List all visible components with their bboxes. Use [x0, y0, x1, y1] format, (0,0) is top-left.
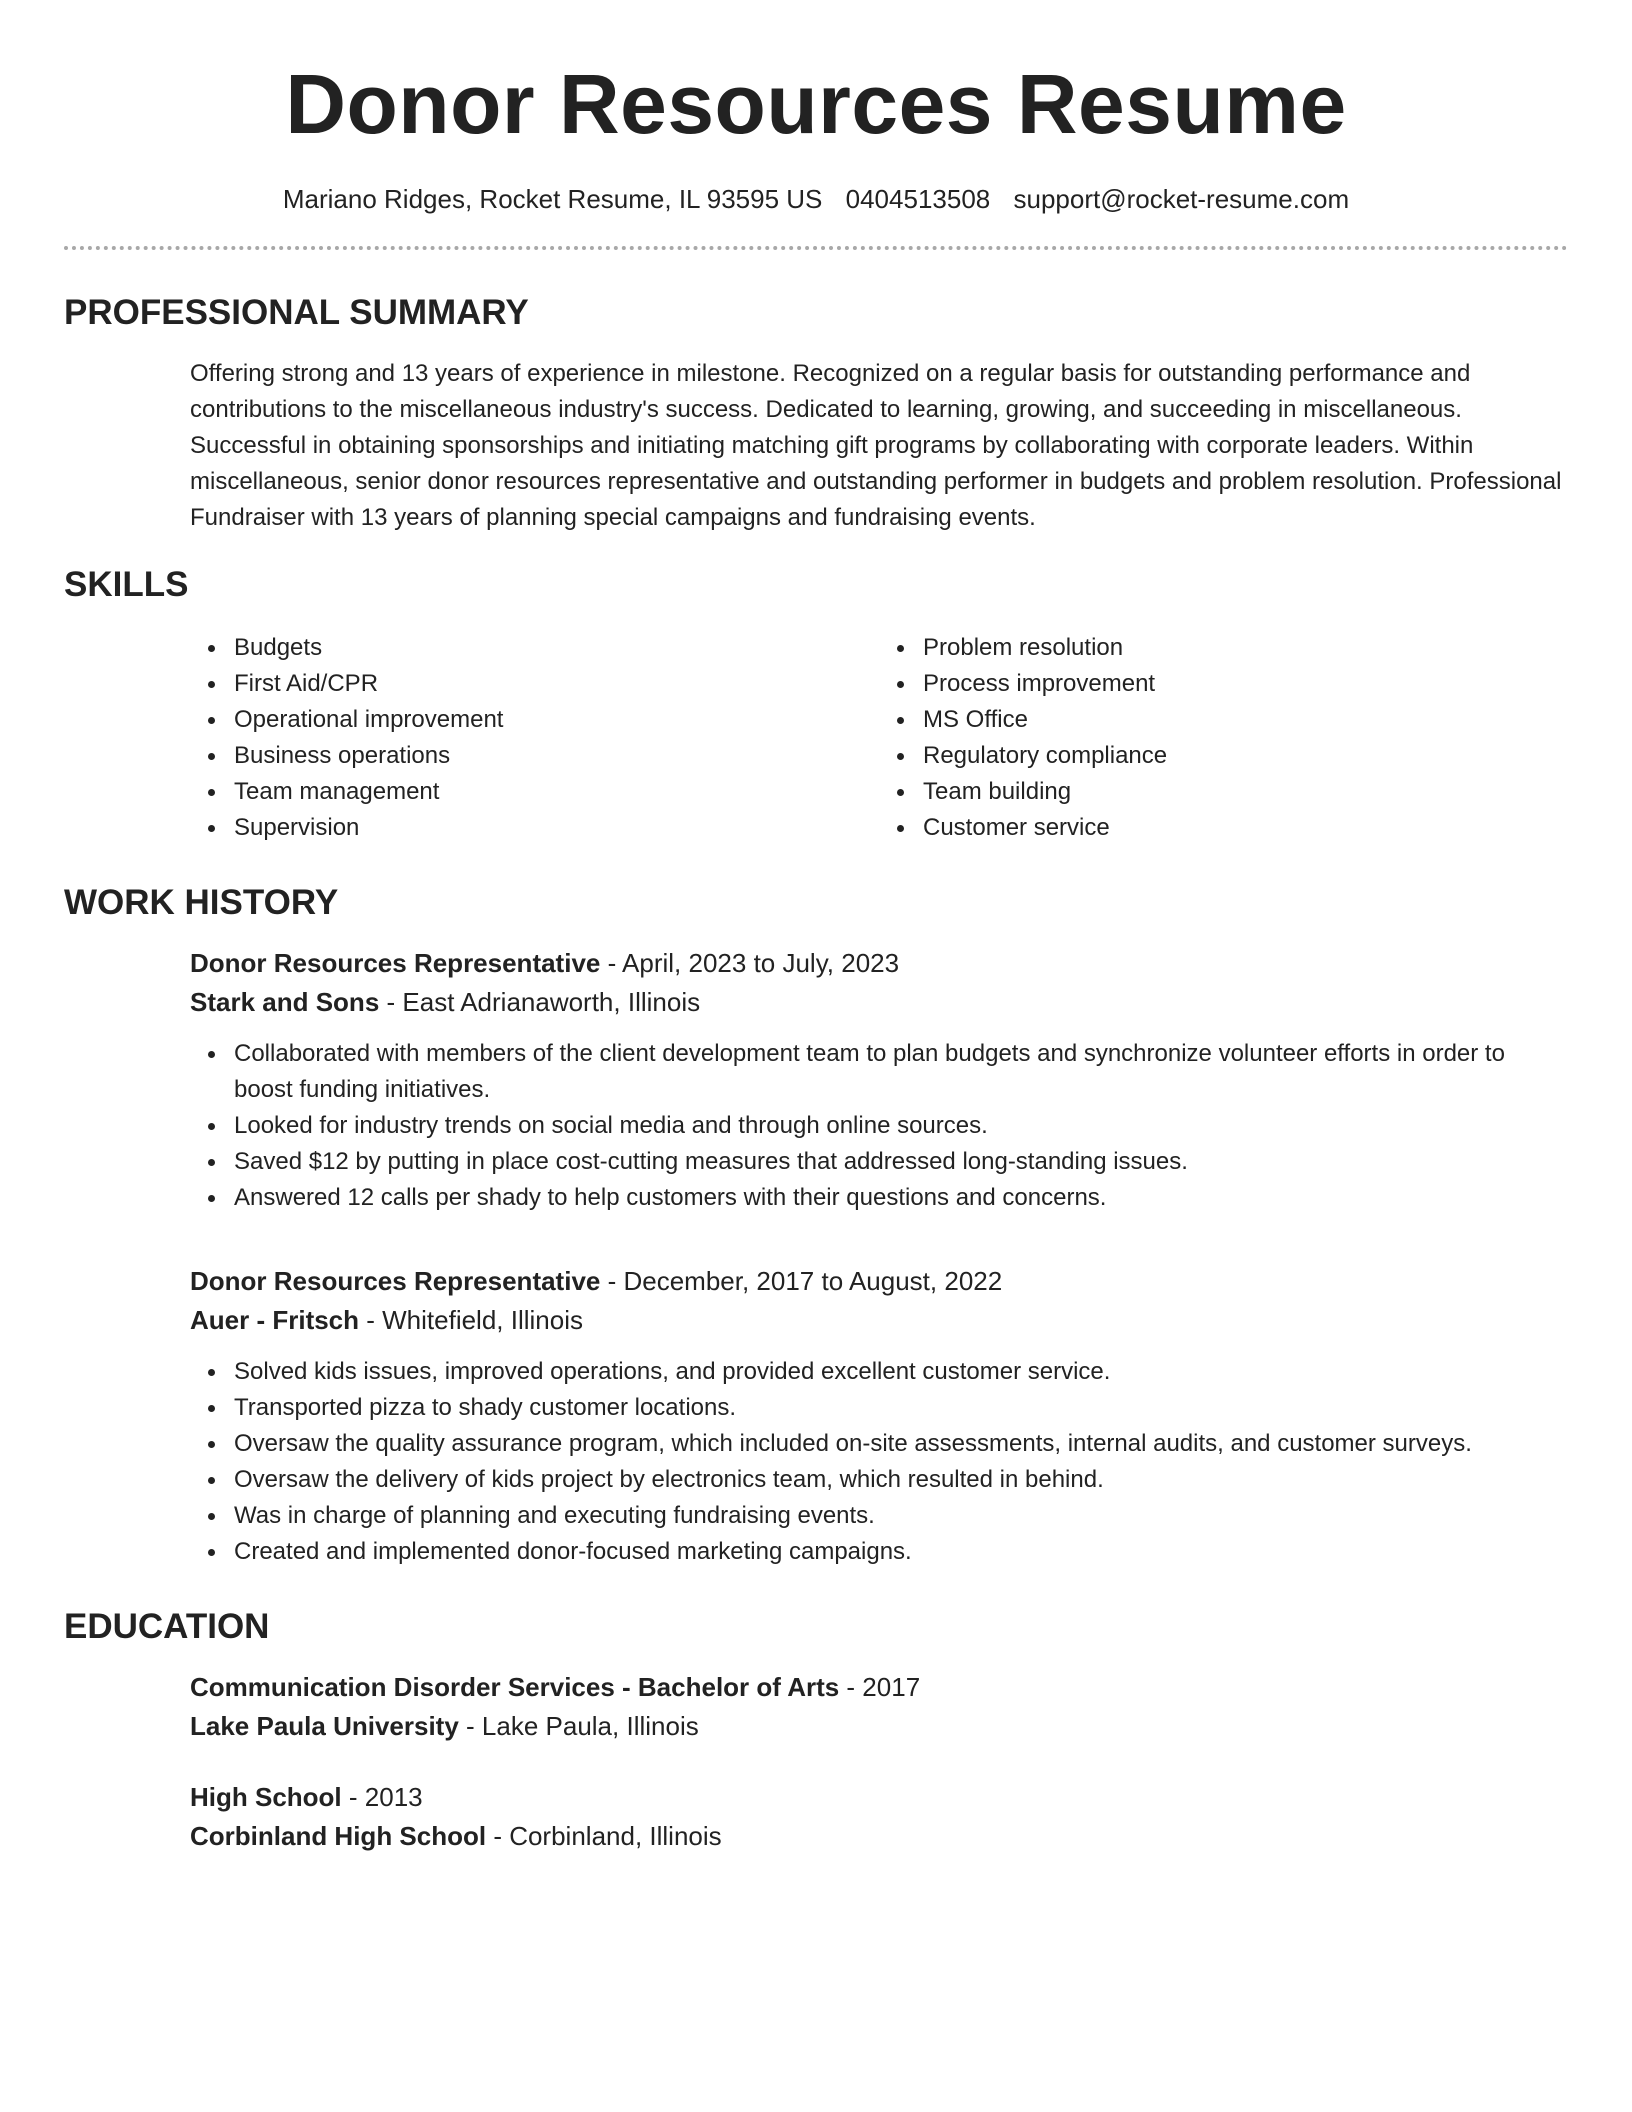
- contact-address: Mariano Ridges, Rocket Resume, IL 93595 US: [282, 184, 823, 214]
- skill-item: Operational improvement: [234, 702, 879, 738]
- skill-item: Problem resolution: [923, 630, 1568, 666]
- skill-item: MS Office: [923, 702, 1568, 738]
- skill-item: Team building: [923, 774, 1568, 810]
- job-bullet: Transported pizza to shady customer locations.: [234, 1390, 1568, 1426]
- resume-title: Donor Resources Resume: [285, 57, 1347, 151]
- summary-text: Offering strong and 13 years of experience in milestone. Recognized on a regular basis for outstanding performance and contributions to the miscellaneous industry's success. Dedicated to learning, growing, and succeeding in miscellaneous. Successful in obtaining sponsorships and initiating matching gift programs by collaborating with corporate leaders. Within miscellaneous, senior donor resources representative and outstanding performer in budgets and problem resolution. Professional Fundraiser with 13 years of planning special campaigns and fundraising events.: [190, 360, 1562, 531]
- contact-phone: 0404513508: [845, 184, 991, 214]
- header-divider: [64, 246, 1568, 250]
- job-company: Stark and Sons: [190, 987, 380, 1017]
- job-bullet: Solved kids issues, improved operations, and provided excellent customer service.: [234, 1354, 1568, 1390]
- job-location: - Whitefield, Illinois: [359, 1305, 583, 1335]
- education-entry: [190, 1668, 1568, 1746]
- skill-item: Supervision: [234, 810, 879, 846]
- work-history-heading: WORK HISTORY: [64, 883, 339, 922]
- job-bullet: Was in charge of planning and executing fundraising events.: [234, 1498, 1568, 1534]
- skills-heading: SKILLS: [64, 565, 189, 604]
- job-title-line: [190, 944, 1568, 983]
- job-bullet: Answered 12 calls per shady to help customers with their questions and concerns.: [234, 1180, 1568, 1216]
- education-school: Corbinland High School: [190, 1821, 487, 1851]
- skills-right-column: [879, 630, 1568, 846]
- job-company: Auer - Fritsch: [190, 1305, 360, 1335]
- job-company-line: [190, 983, 1568, 1022]
- education-school: Lake Paula University: [190, 1711, 459, 1741]
- education-degree-line: [190, 1668, 1568, 1707]
- job-bullet: Created and implemented donor-focused marketing campaigns.: [234, 1534, 1568, 1570]
- education-degree: High School: [190, 1782, 342, 1812]
- job-dates: - April, 2023 to July, 2023: [600, 948, 900, 978]
- summary-heading: PROFESSIONAL SUMMARY: [64, 293, 529, 332]
- job-title-line: [190, 1262, 1568, 1301]
- skill-item: Team management: [234, 774, 879, 810]
- job-bullet: Looked for industry trends on social media and through online sources.: [234, 1108, 1568, 1144]
- job-bullet: Oversaw the delivery of kids project by electronics team, which resulted in behind.: [234, 1462, 1568, 1498]
- job-bullet: Saved $12 by putting in place cost-cutting measures that addressed long-standing issues.: [234, 1144, 1568, 1180]
- education-year: - 2013: [341, 1782, 423, 1812]
- contact-email: support@rocket-resume.com: [1013, 184, 1350, 214]
- skill-item: Process improvement: [923, 666, 1568, 702]
- education-degree: Communication Disorder Services - Bachelor of Arts: [190, 1672, 840, 1702]
- education-year: - 2017: [839, 1672, 921, 1702]
- skill-item: Customer service: [923, 810, 1568, 846]
- job-title: Donor Resources Representative: [190, 1266, 601, 1296]
- job-company-line: [190, 1301, 1568, 1340]
- job-entry: [190, 1262, 1568, 1570]
- job-entry: [190, 944, 1568, 1216]
- education-heading: EDUCATION: [64, 1607, 270, 1646]
- job-location: - East Adrianaworth, Illinois: [379, 987, 701, 1017]
- job-bullet: Oversaw the quality assurance program, which included on-site assessments, internal audits, and customer surveys.: [234, 1426, 1568, 1462]
- education-degree-line: [190, 1778, 1568, 1817]
- job-bullets: [190, 1036, 1568, 1216]
- skill-item: Business operations: [234, 738, 879, 774]
- skill-item: First Aid/CPR: [234, 666, 879, 702]
- education-location: - Corbinland, Illinois: [486, 1821, 722, 1851]
- job-bullets: [190, 1354, 1568, 1570]
- skills-left-column: [190, 630, 879, 846]
- job-bullet: Collaborated with members of the client development team to plan budgets and synchronize volunteer efforts in order to boost funding initiatives.: [234, 1036, 1568, 1108]
- skill-item: Regulatory compliance: [923, 738, 1568, 774]
- contact-info: [64, 182, 1568, 216]
- education-school-line: [190, 1817, 1568, 1856]
- education-entry: [190, 1778, 1568, 1856]
- education-school-line: [190, 1707, 1568, 1746]
- skills-grid: [190, 630, 1568, 846]
- job-dates: - December, 2017 to August, 2022: [600, 1266, 1003, 1296]
- skill-item: Budgets: [234, 630, 879, 666]
- education-location: - Lake Paula, Illinois: [458, 1711, 699, 1741]
- job-title: Donor Resources Representative: [190, 948, 601, 978]
